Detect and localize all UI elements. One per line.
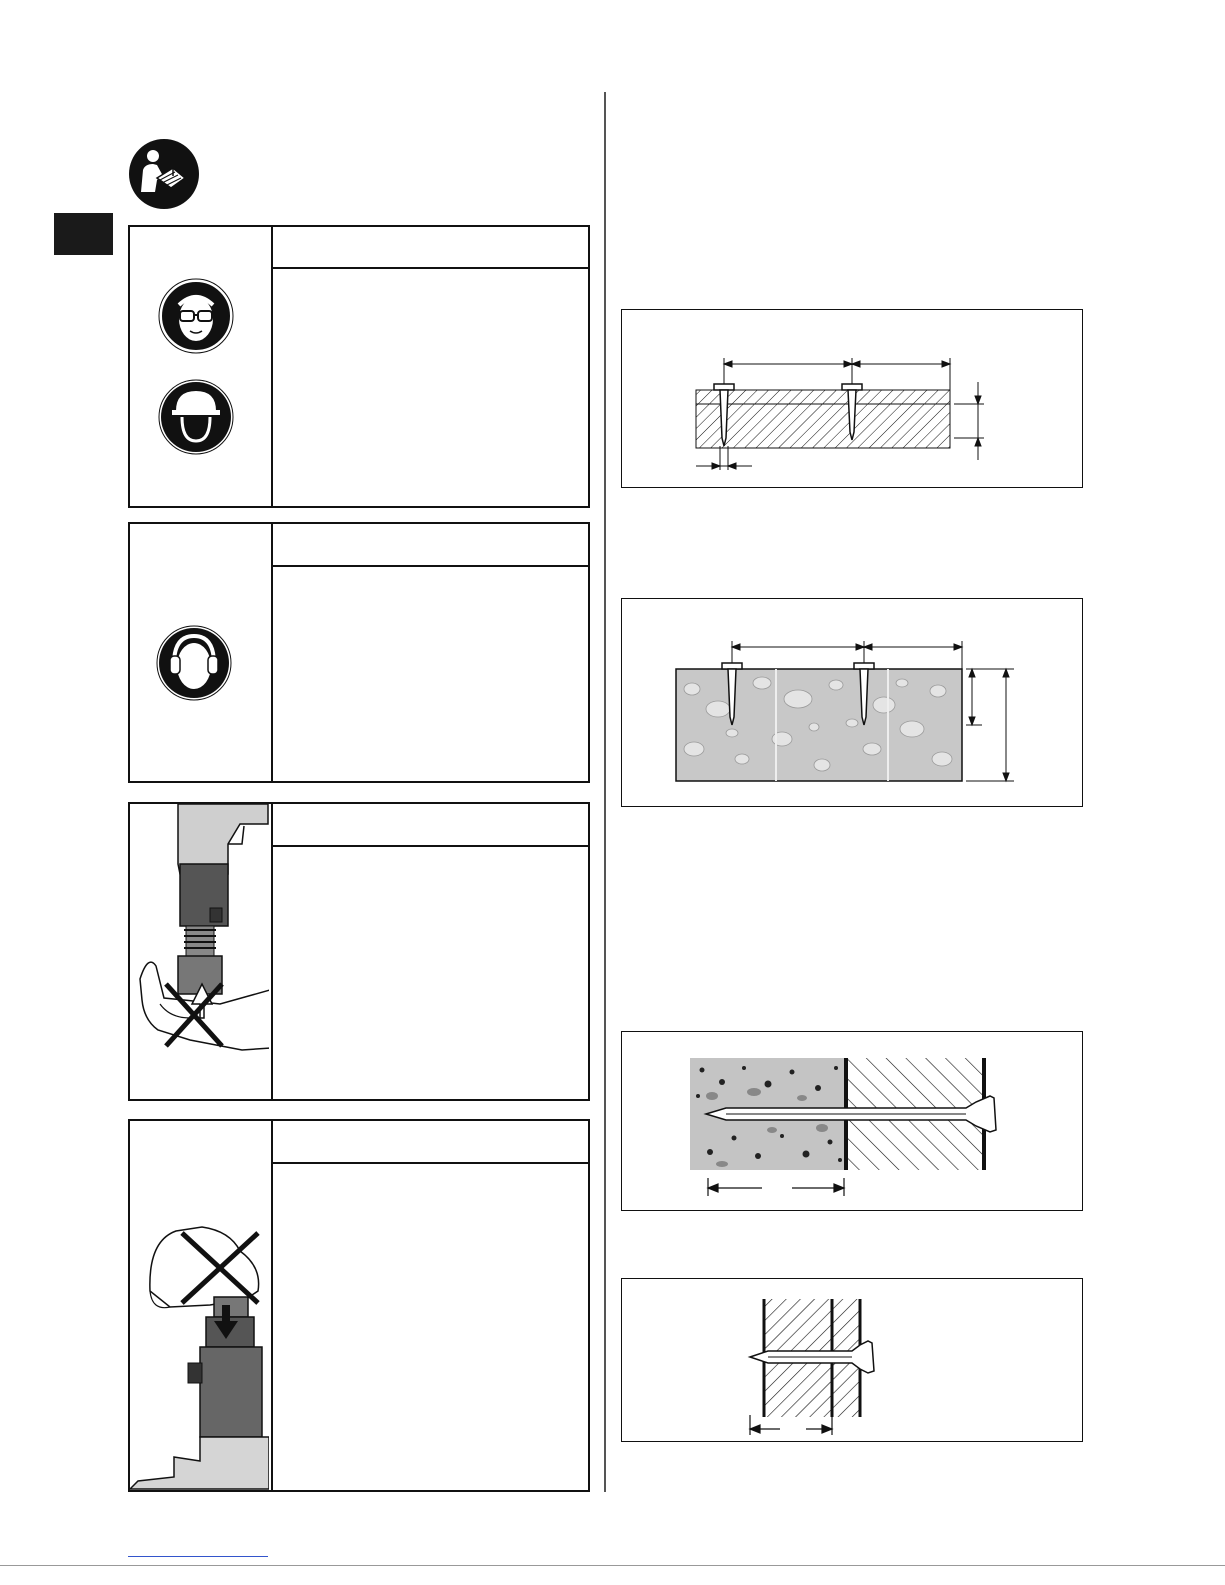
footer-rule bbox=[0, 1565, 1225, 1566]
warning-box-hand-muzzle bbox=[128, 802, 590, 1101]
steel-nail-spacing-diagram bbox=[622, 310, 1081, 486]
read-manual-icon bbox=[127, 138, 201, 210]
warning-heading-divider bbox=[271, 267, 588, 269]
language-tab bbox=[54, 213, 113, 255]
figure-concrete-penetration bbox=[621, 1031, 1083, 1211]
figure-steel-fastening bbox=[621, 309, 1083, 488]
hand-on-muzzle-prohibited-icon bbox=[130, 804, 269, 1099]
ear-protection-icon bbox=[130, 524, 269, 781]
footer-link[interactable] bbox=[128, 1556, 268, 1557]
figure-steel-penetration bbox=[621, 1278, 1083, 1442]
warning-heading-divider bbox=[271, 1162, 588, 1164]
warning-box-ear bbox=[128, 522, 590, 783]
column-divider bbox=[604, 92, 606, 1492]
hard-hat-icon bbox=[159, 380, 233, 454]
figure-concrete-fastening bbox=[621, 598, 1083, 807]
warning-icon-column bbox=[130, 1121, 273, 1490]
concrete-penetration-diagram bbox=[622, 1032, 1081, 1209]
steel-penetration-diagram bbox=[622, 1279, 1081, 1440]
eye-protection-icon bbox=[130, 227, 269, 506]
warning-heading-divider bbox=[271, 565, 588, 567]
warning-icon-column bbox=[130, 524, 273, 781]
warning-box-hand-over bbox=[128, 1119, 590, 1492]
hand-over-muzzle-prohibited-icon bbox=[130, 1121, 269, 1490]
warning-heading-divider bbox=[271, 845, 588, 847]
concrete-nail-spacing-diagram bbox=[622, 599, 1081, 805]
warning-box-eye-head bbox=[128, 225, 590, 508]
warning-icon-column bbox=[130, 227, 273, 506]
warning-icon-column bbox=[130, 804, 273, 1099]
